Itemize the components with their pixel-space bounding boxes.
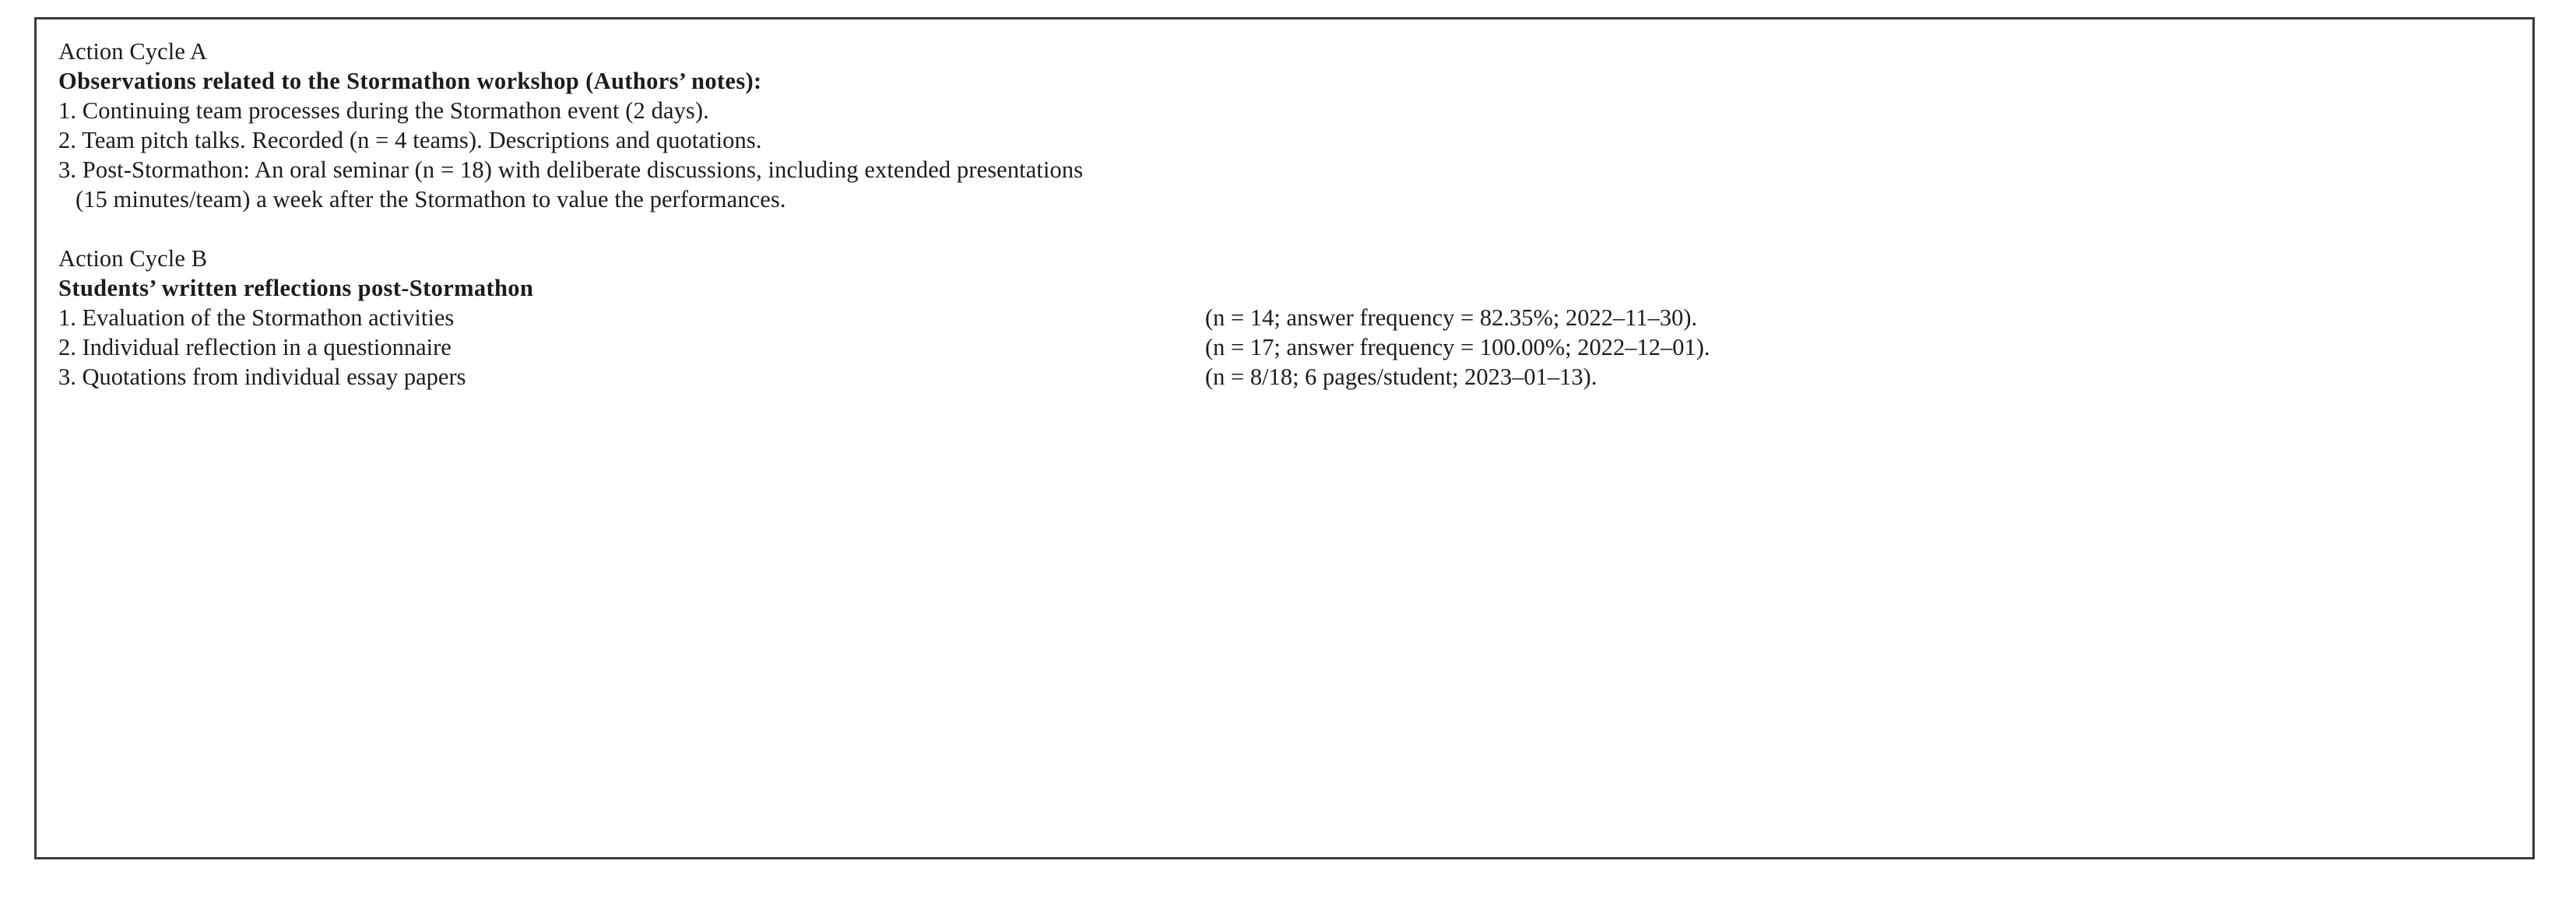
section-spacer [58, 214, 2517, 244]
action-cycle-b-row [58, 303, 2517, 332]
action-cycle-b-subtitle: Students’ written reflections post-Stormathon [58, 275, 534, 301]
action-cycle-b-row [58, 332, 2517, 362]
action-cycle-a-item-1: 1. Continuing team processes during the Stormathon event (2 days). [58, 97, 709, 124]
action-cycle-a-item-3: 3. Post-Stormathon: An oral seminar (n = 18) with deliberate discussions, including extended presentations [58, 156, 1084, 183]
action-cycle-b-item-3-label: 3. Quotations from individual essay papers [58, 364, 466, 390]
action-cycle-b-item-2-value: (n = 17; answer frequency = 100.00%; 2022–12–01). [1205, 334, 1710, 360]
action-cycle-b-item-2-label: 2. Individual reflection in a questionnaire [58, 334, 452, 360]
action-cycle-b-title: Action Cycle B [58, 245, 208, 272]
action-cycle-b-item-1-value: (n = 14; answer frequency = 82.35%; 2022–11–30). [1205, 304, 1698, 331]
action-cycle-b-item-3-value: (n = 8/18; 6 pages/student; 2023–01–13). [1205, 364, 1597, 390]
action-cycle-b-item-1-label: 1. Evaluation of the Stormathon activities [58, 304, 455, 331]
action-cycle-a-item-2: 2. Team pitch talks. Recorded (n = 4 teams). Descriptions and quotations. [58, 127, 762, 153]
action-cycle-b-row [58, 362, 2517, 392]
action-cycle-b-block [58, 244, 2517, 392]
figure-border-box [34, 17, 2535, 859]
action-cycle-a-block [58, 37, 2517, 214]
action-cycle-a-item-3-continuation: (15 minutes/team) a week after the Stormathon to value the performances. [76, 186, 786, 213]
figure-content [58, 37, 2517, 392]
action-cycle-a-title: Action Cycle A [58, 38, 208, 65]
action-cycle-a-subtitle: Observations related to the Stormathon workshop (Authors’ notes): [58, 68, 762, 94]
